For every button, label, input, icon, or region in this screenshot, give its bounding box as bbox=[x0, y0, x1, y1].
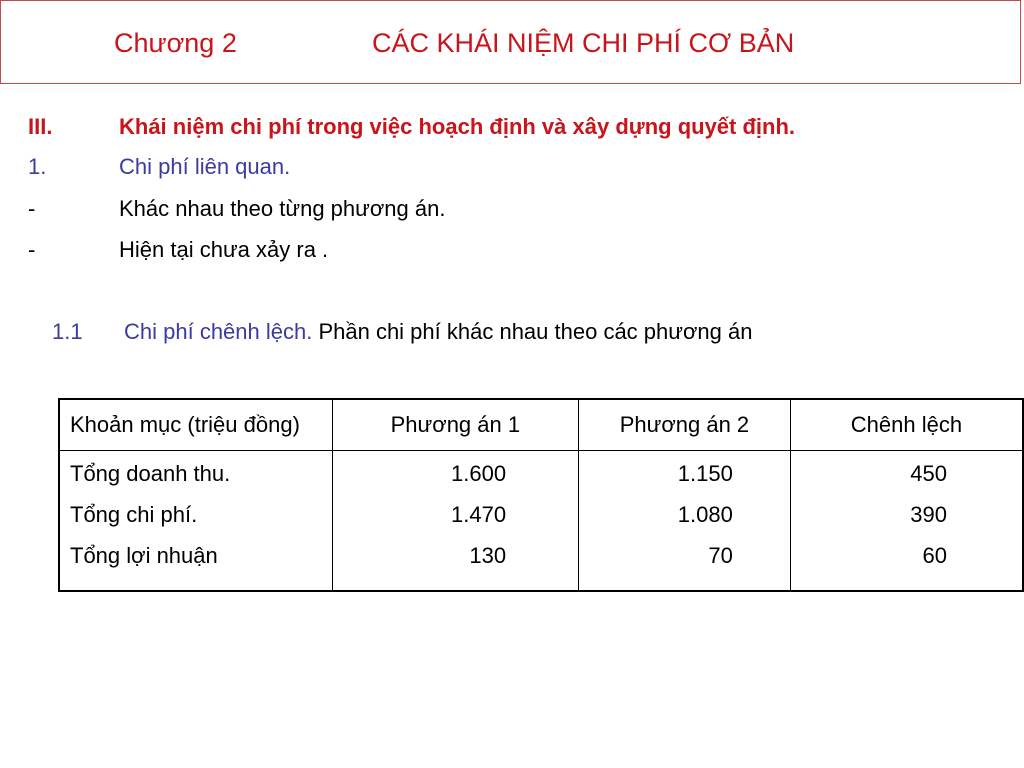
bullet-line bbox=[0, 237, 1024, 263]
cell-value: 1.470 bbox=[451, 502, 507, 527]
item-line bbox=[0, 154, 1024, 180]
cell-value: 60 bbox=[922, 543, 947, 568]
cell-value: 1.080 bbox=[677, 502, 733, 527]
column-header: Khoản mục (triệu đồng) bbox=[59, 399, 332, 451]
subsection-title: Chi phí chênh lệch. bbox=[124, 319, 313, 344]
column-header: Phương án 1 bbox=[332, 399, 578, 451]
table-body bbox=[59, 451, 1023, 592]
bullet-line bbox=[0, 196, 1024, 222]
cell-value: 390 bbox=[910, 502, 947, 527]
bullet-text: Hiện tại chưa xảy ra . bbox=[119, 237, 329, 262]
option-2-column bbox=[579, 451, 791, 592]
section-marker: III. bbox=[28, 114, 53, 139]
subsection-heading bbox=[124, 319, 752, 345]
section-heading: Khái niệm chi phí trong việc hoạch định và xây dựng quyết định. bbox=[119, 114, 796, 139]
bullet-marker: - bbox=[28, 196, 36, 221]
cell-value: 1.150 bbox=[677, 461, 733, 486]
chapter-label: Chương 2 bbox=[114, 28, 237, 58]
item-heading: Chi phí liên quan. bbox=[119, 154, 291, 179]
item-marker: 1. bbox=[28, 154, 47, 179]
subsection-line bbox=[0, 319, 1024, 345]
difference-column bbox=[790, 451, 1023, 592]
cost-table bbox=[58, 398, 1024, 592]
bullet-marker: - bbox=[28, 237, 36, 262]
subsection-number: 1.1 bbox=[52, 319, 83, 344]
column-header: Phương án 2 bbox=[579, 399, 791, 451]
row-label: Tổng chi phí. bbox=[70, 502, 198, 527]
item-column bbox=[59, 451, 332, 592]
row-label: Tổng lợi nhuận bbox=[70, 543, 218, 568]
bullet-text: Khác nhau theo từng phương án. bbox=[119, 196, 446, 221]
section-line bbox=[0, 114, 1024, 140]
row-label: Tổng doanh thu. bbox=[70, 461, 231, 486]
subsection-description: Phần chi phí khác nhau theo các phương án bbox=[312, 319, 753, 344]
page-title: CÁC KHÁI NIỆM CHI PHÍ CƠ BẢN bbox=[372, 28, 795, 58]
option-1-column bbox=[332, 451, 578, 592]
table-header-row bbox=[59, 399, 1023, 451]
cell-value: 450 bbox=[910, 461, 947, 486]
cell-value: 70 bbox=[708, 543, 733, 568]
column-header: Chênh lệch bbox=[790, 399, 1023, 451]
title-box bbox=[0, 0, 1021, 84]
cell-value: 1.600 bbox=[451, 461, 507, 486]
cell-value: 130 bbox=[469, 543, 507, 568]
